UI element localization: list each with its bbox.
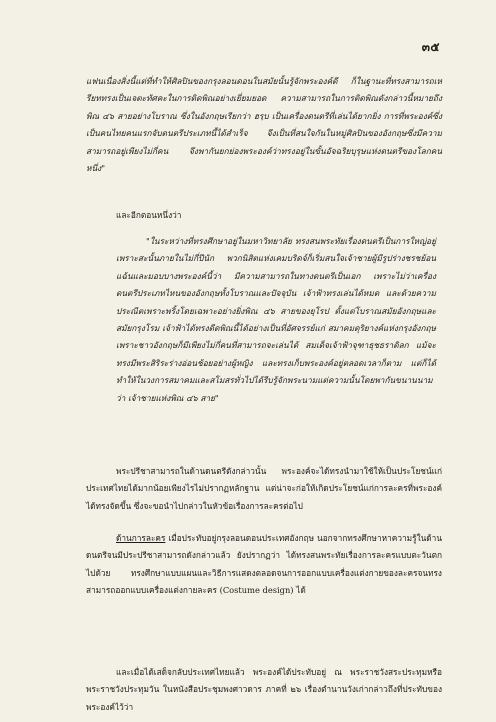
paragraph-drama-body: เมื่อประทับอยู่กรุงลอนดอนประเทศอังกฤษ นอกจากทรงศึกษาหาความรู้ในด้านดนตรีจนมีประปรีชาสามารถดังกล่าวแล้ว ยังปรากฏว่า ได้ทรงสนพระทัยเรื่องการละครแบบตะวันตกไปด้วย ทรงศึกษาแบบแผนและวิธีการแสดงตลอดจนการออกแบบเครื่องแต่งกายของละครจนทรงสามารถออกแบบเครื่องแต่งกายละคร (Costume design) ได้: [86, 533, 443, 596]
section-heading-drama: ด้านการละคร: [116, 533, 166, 543]
paragraph-drama: [86, 530, 442, 600]
page-number: ๓๕: [421, 40, 440, 54]
paragraph-return-thailand: และเมื่อได้เสด็จกลับประเทศไทยแล้ว พระองค์ได้ประทับอยู่ ณ พระราชวังสระประทุมหรือพระราชวังประทุมวัน ในหนังสือประชุมพงศาวดาร ภาคที่ ๒๖ เรื่องตำนานวังเก่ากล่าวถึงที่ประทับของพระองค์ไว้ว่า: [86, 667, 442, 712]
paragraph-quote-continued: แฟนเนื่องสิ่งนี้แต่ที่ทำให้ศิลปินของกรุงลอนดอนในสมัยนั้นรู้จักพระองค์ดี ก็ในฐานะที่ทรงสามารถเหรียททรงเป็นเจตะทัศคะในการติดพิณอย่างเยี่ยมยอด ความสามารถในการติดพิณดังกล่าวนี้หมายถึงพิณ ๔๖ สายอย่างโบราณ ซึ่งในอังกฤษเรียกว่า ฮรฺบ เป็นเครื่องดนตรีที่เล่นได้ยากยิ่ง การที่พระองค์ซึ่งเป็นคนไทยคนแรกจับดนตรีประเภทนี้ได้สำเร็จ จึงเป็นที่สนใจกันในหมู่ศิลปินของอังกฤษซึ่งมีความสามารถอยู่เพียงไม่กี่คน จึงพากันยกย่องพระองค์ว่าทรงอยู่ในขั้นอัจฉริยบุรุษแห่งดนตรีของโลกคนหนึ่ง": [86, 76, 442, 174]
paragraph-music-ability: พระปรีชาสามารถในด้านดนตรีดังกล่าวนั้น พระองค์จะได้ทรงนำมาใช้ให้เป็นประโยชน์แก่ประเทศไทยได้มากน้อยเพียงไรไม่ปรากฏหลักฐาน แต่น่าจะก่อให้เกิดประโยชน์แก่การละครที่พระองค์ได้ทรงจัดขึ้น ซึ่งจะขอนำไปกล่าวในหัวข้อเรื่องการละครต่อไป: [86, 466, 442, 511]
paragraph-intro: และอีกตอนหนึ่งว่า: [116, 210, 182, 220]
paragraph-block-quote: "ในระหว่างที่ทรงศึกษาอยู่ในมหาวิทยาลัย ทรงสนพระทัยเรื่องดนตรีเป็นการใหญ่อยู่ เพราะสะนั้นภายในไม่กี่ปีนัก พวกนิสิตแห่งเคมบริดจ์ก็เริ่มสนใจเจ้าชายผู้มีรูปร่างชรชย้อนแฉ้นและมอบบางพระองค์นี้ว่า มีความสามารถในทางดนตรีเป็นเอก เพราะไม่ว่าเครื่องดนตรีประเภทไหนของอังกฤษทั้งโบราณและปัจจุบัน เจ้าฟ้าทรงเล่นได้หมด และด้วยความประณีตเพราะพริ้งโดยเฉพาะอย่างยิ่งพิณ ๔๖ สายของยุโรป ตั้งแต่โบราณสมัยอังกฤษและสมัยกรุงโรม เจ้าฟ้าได้ทรงดีดพิณนี้ได้อย่างเป็นที่อัศจรรย์แก่ สมาคมดุริยางค์แห่งกรุงอังกฤษ เพราะชาวอังกฤษก็มีเพียงไม่กี่คนที่สามารถจะเล่นได้ สมเด็จเจ้าฟ้าจุฑาธุชธราดิลก แม้จะทรงมีพระสิริระร่างอ่อนช้อยอย่างผู้หญิง และทรงเก็บพระองค์อยู่ตลอดเวลาก็ตาม แต่ก็ได้ทำให้ในวงการสมาคมและสโมสรทั่วไปได้รีบรู้จักพระนามแต่ความนั้นโดยพากันขนานนามว่า เจ้าชายแห่งพิณ ๔๖ สาย": [116, 236, 436, 403]
